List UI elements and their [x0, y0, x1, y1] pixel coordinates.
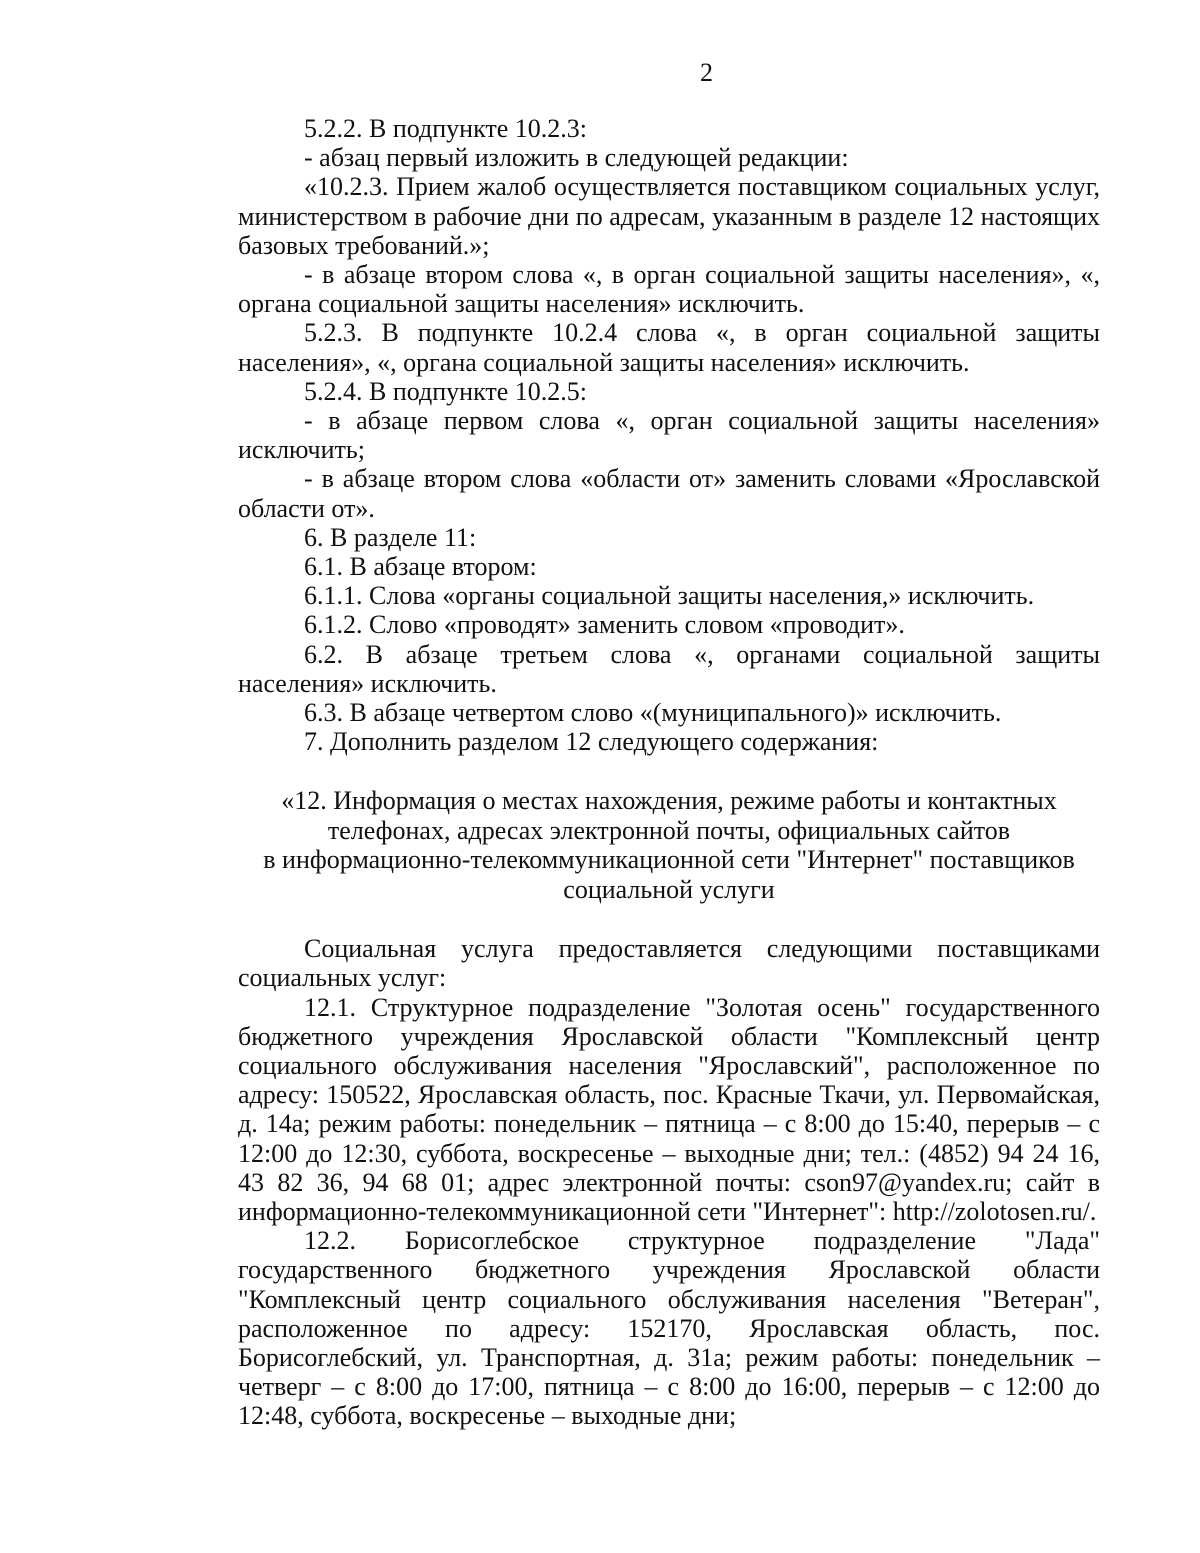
page-number: 2: [700, 58, 713, 87]
section-heading-line: «12. Информация о местах нахождения, режиме работы и контактных: [281, 786, 1057, 816]
paragraph: - в абзаце втором слова «области от» заменить словами «Ярославской области от».: [238, 464, 1100, 523]
section-heading-line: социальной услуги: [563, 874, 775, 904]
paragraph: 6.2. В абзаце третьем слова «, органами социальной защиты населения» исключить.: [238, 639, 1100, 698]
paragraph: 5.2.2. В подпункте 10.2.3:: [304, 114, 587, 143]
section-heading-line: в информационно-телекоммуникационной сети "Интернет" поставщиков: [263, 845, 1075, 875]
section-paragraph: 12.2. Борисоглебское структурное подразделение "Лада" государственного бюджетного учреждения Ярославской области "Комплексный центр социального обслуживания населения "Ветеран", расположенное по адресу: 152170, Ярославская область, пос. Борисоглебский, ул. Транспортная, д. 31а; режим работы: понедельник – четверг – с 8:00 до 17:00, пятница – с 8:00 до 16:00, перерыв – с 12:00 до 12:48, суббота, воскресенье – выходные дни;: [238, 1226, 1100, 1431]
paragraph: - в абзаце втором слова «, в орган социальной защиты населения», «, органа социальной защиты населения» исключить.: [238, 260, 1100, 319]
paragraph: 6.1.2. Слово «проводят» заменить словом «проводит».: [304, 610, 905, 640]
section-heading-line: телефонах, адресах электронной почты, официальных сайтов: [327, 815, 1011, 845]
paragraph: 5.2.4. В подпункте 10.2.5:: [304, 376, 587, 406]
paragraph: 6.1. В абзаце втором:: [304, 552, 537, 582]
document-body: [238, 114, 1100, 1431]
section-paragraph: Социальная услуга предоставляется следующими поставщиками социальных услуг:: [238, 934, 1100, 993]
section-paragraph: 12.1. Структурное подразделение "Золотая осень" государственного бюджетного учреждения Ярославской области "Комплексный центр социального обслуживания населения "Ярославский", расположенное по адресу: 150522, Ярославская область, пос. Красные Ткачи, ул. Первомайская, д. 14а; режим работы: понедельник – пятница – с 8:00 до 15:40, перерыв – с 12:00 до 12:30, суббота, воскресенье – выходные дни; тел.: (4852) 94 24 16, 43 82 36, 94 68 01; адрес электронной почты: cson97@yandex.ru; сайт в информационно-телекоммуникационной сети "Интернет": http://zolotosen.ru/.: [238, 992, 1100, 1226]
paragraph: 6. В разделе 11:: [304, 522, 477, 552]
section-heading: [238, 786, 1100, 904]
paragraph: «10.2.3. Прием жалоб осуществляется поставщиком социальных услуг, министерством в рабочие дни по адресам, указанным в разделе 12 настоящих базовых требований.»;: [238, 172, 1100, 260]
paragraph: 5.2.3. В подпункте 10.2.4 слова «, в орган социальной защиты населения», «, органа социальной защиты населения» исключить.: [238, 318, 1100, 377]
paragraph: 7. Дополнить разделом 12 следующего содержания:: [304, 727, 879, 757]
paragraph: - абзац первый изложить в следующей редакции:: [304, 143, 849, 173]
paragraph: - в абзаце первом слова «, орган социальной защиты населения» исключить;: [238, 406, 1100, 465]
paragraph: 6.3. В абзаце четвертом слово «(муниципального)» исключить.: [304, 698, 1002, 728]
paragraph: 6.1.1. Слова «органы социальной защиты населения,» исключить.: [304, 581, 1035, 611]
